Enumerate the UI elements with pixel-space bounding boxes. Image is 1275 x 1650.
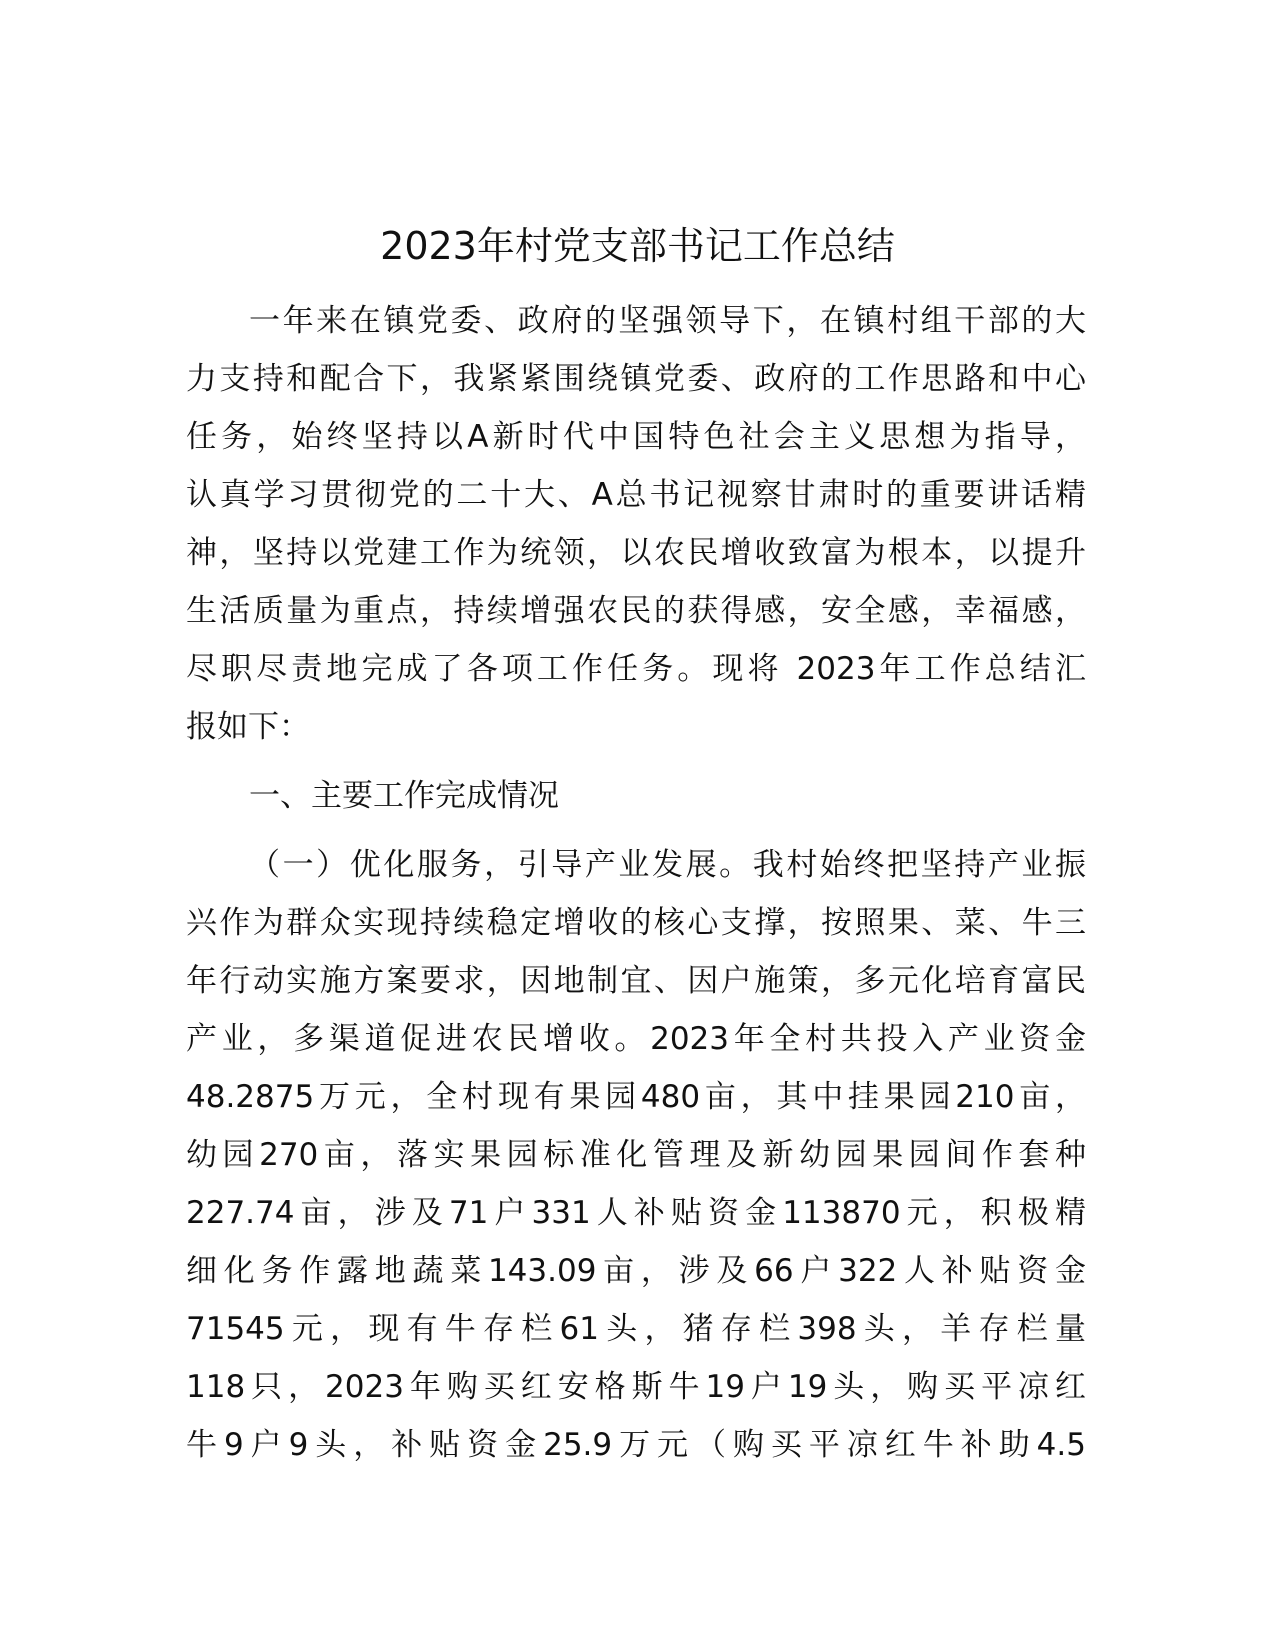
document-body: [186, 292, 1086, 1474]
paragraph-line: 兴作为群众实现持续稳定增收的核心支撑，按照果、菜、牛三: [186, 905, 1086, 941]
paragraph-line: 48.2875万元，全村现有果园480亩，其中挂果园210亩，: [186, 1079, 1086, 1115]
paragraph-line: 一年来在镇党委、政府的坚强领导下，在镇村组干部的大: [249, 303, 1086, 339]
paragraph-line: 牛9户9头，补贴资金25.9万元（购买平凉红牛补助4.5: [186, 1427, 1086, 1463]
paragraph-industry: [186, 836, 1086, 1474]
paragraph-line: 尽职尽责地完成了各项工作任务。现将 2023年工作总结汇: [186, 651, 1086, 687]
paragraph-line: 神，坚持以党建工作为统领，以农民增收致富为根本，以提升: [186, 535, 1086, 571]
paragraph-line: 细化务作露地蔬菜143.09亩，涉及66户322人补贴资金: [186, 1253, 1086, 1289]
paragraph-line: 报如下：: [186, 709, 310, 745]
paragraph-line: 71545元，现有牛存栏61头，猪存栏398头，羊存栏量: [186, 1311, 1086, 1347]
paragraph-line: 力支持和配合下，我紧紧围绕镇党委、政府的工作思路和中心: [186, 361, 1086, 397]
paragraph-line: 任务，始终坚持以A新时代中国特色社会主义思想为指导，: [186, 419, 1086, 455]
paragraph-line: 227.74亩，涉及71户331人补贴资金113870元，积极精: [186, 1195, 1086, 1231]
section-heading-text: 一、主要工作完成情况: [249, 778, 559, 814]
section-heading: [186, 767, 1086, 825]
paragraph-line: 年行动实施方案要求，因地制宜、因户施策，多元化培育富民: [186, 963, 1086, 999]
paragraph-line: 幼园270亩，落实果园标准化管理及新幼园果园间作套种: [186, 1137, 1086, 1173]
paragraph-line: 118只，2023年购买红安格斯牛19户19头，购买平凉红: [186, 1369, 1086, 1405]
paragraph-intro: [186, 292, 1086, 756]
paragraph-line: 认真学习贯彻党的二十大、A总书记视察甘肃时的重要讲话精: [186, 477, 1086, 513]
document-title: 2023年村党支部书记工作总结: [380, 224, 895, 268]
paragraph-line: 生活质量为重点，持续增强农民的获得感，安全感，幸福感，: [186, 593, 1086, 629]
paragraph-line: （一）优化服务，引导产业发展。我村始终把坚持产业振: [249, 847, 1086, 883]
paragraph-line: 产业，多渠道促进农民增收。2023年全村共投入产业资金: [186, 1021, 1086, 1057]
